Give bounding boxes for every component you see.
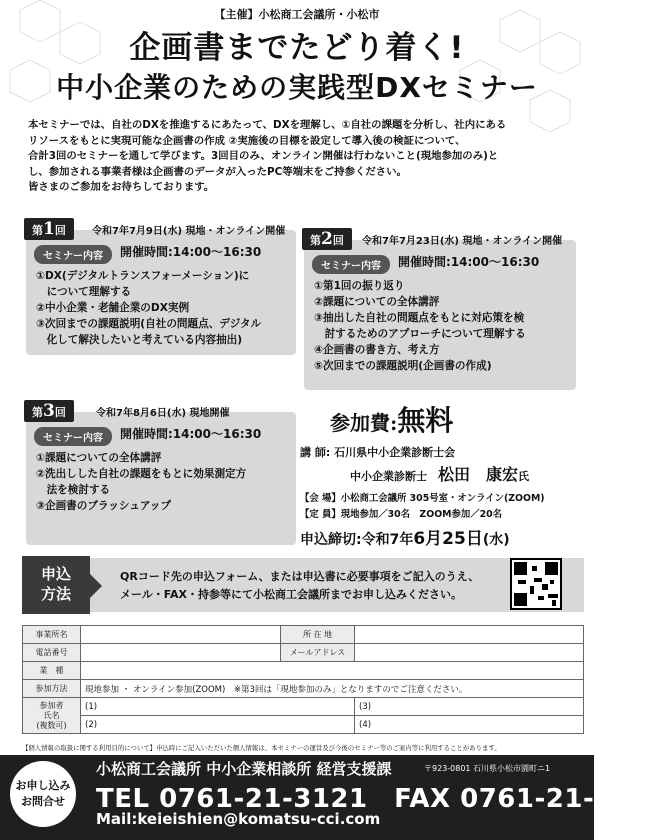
- session-1-content-pill: セミナー内容: [34, 245, 112, 264]
- intro-line: し、参加される事業者様は企画書のデータが入ったPC等端末をご持参ください。: [28, 165, 407, 178]
- privacy-note: 【個人情報の取扱に関する利用目的について】申込時にご記入いただいた個人情報は、本セミナーの運営及び今後のセミナー等のご案内等に利用することがあります。: [22, 744, 501, 752]
- lecturer-name: 松田 康宏: [438, 465, 519, 484]
- fee: 参加費:無料: [330, 404, 454, 437]
- list-item: ③抽出した自社の問題点をもとに対応策を検: [314, 312, 525, 324]
- main-title: 企画書までたどり着く!: [129, 30, 465, 66]
- fax-number: FAX 0761-21-3120: [394, 784, 669, 814]
- qr-code-icon[interactable]: [510, 558, 562, 610]
- email-field[interactable]: [355, 644, 584, 662]
- contact-badge: お申し込み お問合せ: [10, 761, 76, 827]
- session-3-time: 開催時間:14:00～16:30: [120, 427, 262, 441]
- list-item: ①第1回の振り返り: [314, 280, 405, 292]
- list-item: ③企画書のブラッシュアップ: [36, 500, 171, 512]
- intro-line: 皆さまのご参加をお待ちしております。: [28, 181, 215, 193]
- label-method: 参加方法: [23, 680, 81, 698]
- list-item: について理解する: [36, 286, 132, 298]
- list-item: 化して解決したいと考えている内容抽出): [36, 334, 243, 346]
- deadline: 申込締切:令和7年6月25日(水): [300, 529, 510, 549]
- intro-line: 合計3回のセミナーを通して学びます。3回目のみ、オンライン開催は行わないこと(現地参加のみ)と: [28, 150, 499, 162]
- company-field[interactable]: [81, 626, 281, 644]
- list-item: 討するためのアプローチについて理解する: [314, 328, 526, 340]
- participant-4-field[interactable]: (4): [355, 716, 584, 734]
- session-3-box: [26, 401, 296, 545]
- lecturer-line-2: 中小企業診断士 松田 康宏氏: [350, 465, 530, 484]
- apply-badge: 申込 方法: [22, 556, 90, 614]
- label-address: 所 在 地: [281, 626, 355, 644]
- list-item: ②洗出しした自社の課題をもとに効果測定方: [36, 468, 247, 480]
- label-email: メールアドレス: [281, 644, 355, 662]
- participant-1-field[interactable]: (1): [81, 698, 355, 716]
- session-2-content-pill: セミナー内容: [312, 255, 390, 274]
- label-industry: 業 種: [23, 662, 81, 680]
- list-item: ④企画書の書き方、考え方: [314, 344, 440, 356]
- list-item: ①課題についての全体講評: [36, 452, 162, 464]
- session-2-box: [304, 229, 576, 390]
- session-3-items: [36, 450, 246, 514]
- label-company: 事業所名: [23, 626, 81, 644]
- list-item: ②課題についての全体講評: [314, 296, 440, 308]
- apply-section: [22, 558, 584, 612]
- method-options[interactable]: 現地参加 ・ オンライン参加(ZOOM) ※第3回は「現地参加のみ」となりますのでご注意ください。: [81, 680, 584, 698]
- tel-number[interactable]: TEL 0761-21-3121: [96, 784, 368, 814]
- session-1-time: 開催時間:14:00～16:30: [120, 245, 262, 259]
- lecturer-line-1: 講 師: 石川県中小企業診断士会: [300, 446, 456, 459]
- session-3-tag: 第3回: [24, 400, 74, 422]
- session-1-box: [26, 219, 296, 355]
- footer-address: 〒923-0801 石川県小松市園町ニ1: [424, 764, 551, 773]
- session-2-items: [314, 278, 526, 374]
- session-1-tag: 第1回: [24, 218, 74, 240]
- label-participants: 参加者 氏名 (複数可): [23, 698, 81, 734]
- participant-3-field[interactable]: (3): [355, 698, 584, 716]
- list-item: ③次回までの課題説明(自社の問題点、デジタル: [36, 318, 262, 330]
- organizer-line: 【主催】小松商工会議所・小松市: [214, 8, 380, 21]
- footer-org: 小松商工会議所 中小企業相談所 経営支援課: [96, 760, 392, 778]
- list-item: ①DX(デジタルトランスフォーメーション)に: [36, 270, 250, 282]
- label-phone: 電話番号: [23, 644, 81, 662]
- session-3-content-pill: セミナー内容: [34, 427, 112, 446]
- session-1-date: 令和7年7月9日(水) 現地・オンライン開催: [92, 226, 286, 237]
- phone-field[interactable]: [81, 644, 281, 662]
- address-field[interactable]: [355, 626, 584, 644]
- list-item: 法を検討する: [36, 484, 111, 496]
- list-item: ⑤次回までの課題説明(企画書の作成): [314, 360, 492, 372]
- industry-field[interactable]: [81, 662, 584, 680]
- session-3-date: 令和7年8月6日(水) 現地開催: [96, 408, 230, 419]
- footer: [0, 755, 669, 840]
- participant-2-field[interactable]: (2): [81, 716, 355, 734]
- venue: 【会 場】小松商工会議所 305号室・オンライン(ZOOM): [300, 493, 545, 504]
- application-form: [22, 625, 584, 734]
- list-item: ②中小企業・老舗企業のDX実例: [36, 302, 190, 314]
- intro-line: リソースをもとに実現可能な企画書の作成 ②実施後の目標を設定して導入後の検証について、: [28, 134, 466, 147]
- intro-text: [28, 118, 576, 196]
- apply-text: QRコード先の申込フォーム、または申込書に必要事項をご記入のうえ、 メール・FAX・持参等にて小松商工会議所までお申し込みください。: [120, 570, 480, 601]
- footer-mail[interactable]: Mail:keieishien@komatsu-cci.com: [96, 810, 381, 828]
- session-2-tag: 第2回: [302, 228, 352, 250]
- capacity: 【定 員】現地参加／30名 ZOOM参加／20名: [300, 509, 503, 520]
- session-2-time: 開催時間:14:00～16:30: [398, 255, 540, 269]
- sub-title: 中小企業のための実践型DXセミナー: [56, 71, 538, 104]
- session-1-items: [36, 268, 261, 348]
- session-2-date: 令和7年7月23日(水) 現地・オンライン開催: [362, 236, 563, 247]
- intro-line: 本セミナーでは、自社のDXを推進するにあたって、DXを理解し、①自社の課題を分析し、社内にある: [28, 119, 507, 131]
